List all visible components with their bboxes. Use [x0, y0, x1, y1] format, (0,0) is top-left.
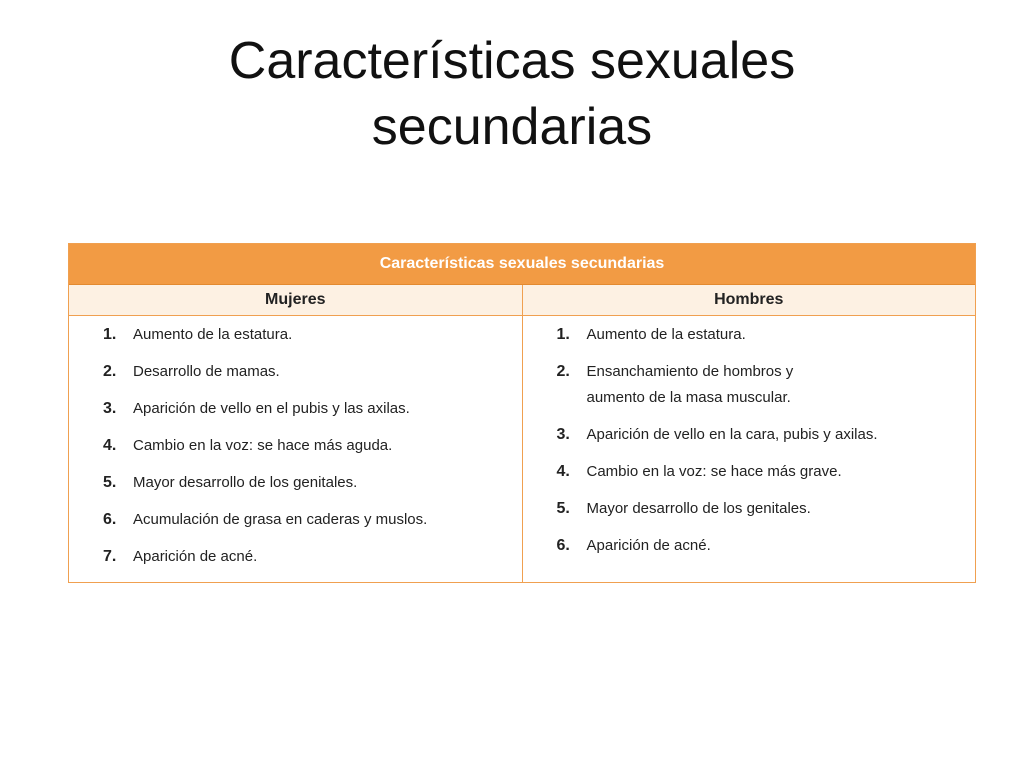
item-number: 7.	[103, 548, 117, 565]
slide-title-line-2: secundarias	[371, 98, 653, 156]
item-text: Aumento de la estatura.	[586, 326, 746, 343]
characteristics-table	[68, 243, 976, 583]
item-number: 5.	[103, 474, 117, 491]
list-item	[69, 433, 522, 459]
item-text: Aparición de acné.	[586, 537, 711, 554]
list-item	[523, 459, 976, 485]
item-text: Aumento de la estatura.	[133, 326, 293, 343]
item-text: Aparición de vello en el pubis y las axilas.	[133, 400, 410, 417]
list-item	[69, 359, 522, 385]
list-item	[69, 322, 522, 348]
item-number: 6.	[556, 537, 570, 554]
item-number: 5.	[556, 500, 570, 517]
hombres-list	[522, 316, 976, 583]
item-number: 4.	[103, 437, 117, 454]
item-number: 1.	[556, 326, 570, 343]
slide-title	[112, 28, 912, 160]
list-item	[523, 533, 976, 559]
list-item	[523, 322, 976, 348]
column-header-hombres: Hombres	[522, 285, 976, 315]
item-number: 3.	[103, 400, 117, 417]
list-item	[523, 422, 976, 448]
list-item	[523, 496, 976, 522]
column-header-mujeres: Mujeres	[265, 291, 326, 308]
item-number: 3.	[556, 426, 570, 443]
item-number: 4.	[556, 463, 570, 480]
list-item	[69, 544, 522, 570]
item-text: Cambio en la voz: se hace más aguda.	[133, 437, 393, 454]
list-item	[69, 470, 522, 496]
item-text: Aparición de vello en la cara, pubis y axilas.	[586, 426, 878, 443]
list-item	[69, 507, 522, 533]
slide-title-line-1: Características sexuales	[228, 32, 796, 90]
list-item	[523, 359, 976, 411]
item-text: Cambio en la voz: se hace más grave.	[586, 463, 842, 480]
list-item	[69, 396, 522, 422]
item-number: 2.	[103, 363, 117, 380]
item-number: 6.	[103, 511, 117, 528]
item-number: 2.	[556, 363, 570, 380]
column-header-row	[69, 285, 975, 316]
table-header: Características sexuales secundarias	[69, 244, 975, 285]
item-text: Aparición de acné.	[133, 548, 258, 565]
item-text: Mayor desarrollo de los genitales.	[586, 500, 811, 517]
item-number: 1.	[103, 326, 117, 343]
item-text: Ensanchamiento de hombros y aumento de la masa muscular.	[586, 363, 794, 406]
item-text: Mayor desarrollo de los genitales.	[133, 474, 358, 491]
item-text: Acumulación de grasa en caderas y muslos.	[133, 511, 428, 528]
mujeres-list	[69, 316, 522, 583]
table-body	[69, 316, 975, 583]
item-text: Desarrollo de mamas.	[133, 363, 280, 380]
